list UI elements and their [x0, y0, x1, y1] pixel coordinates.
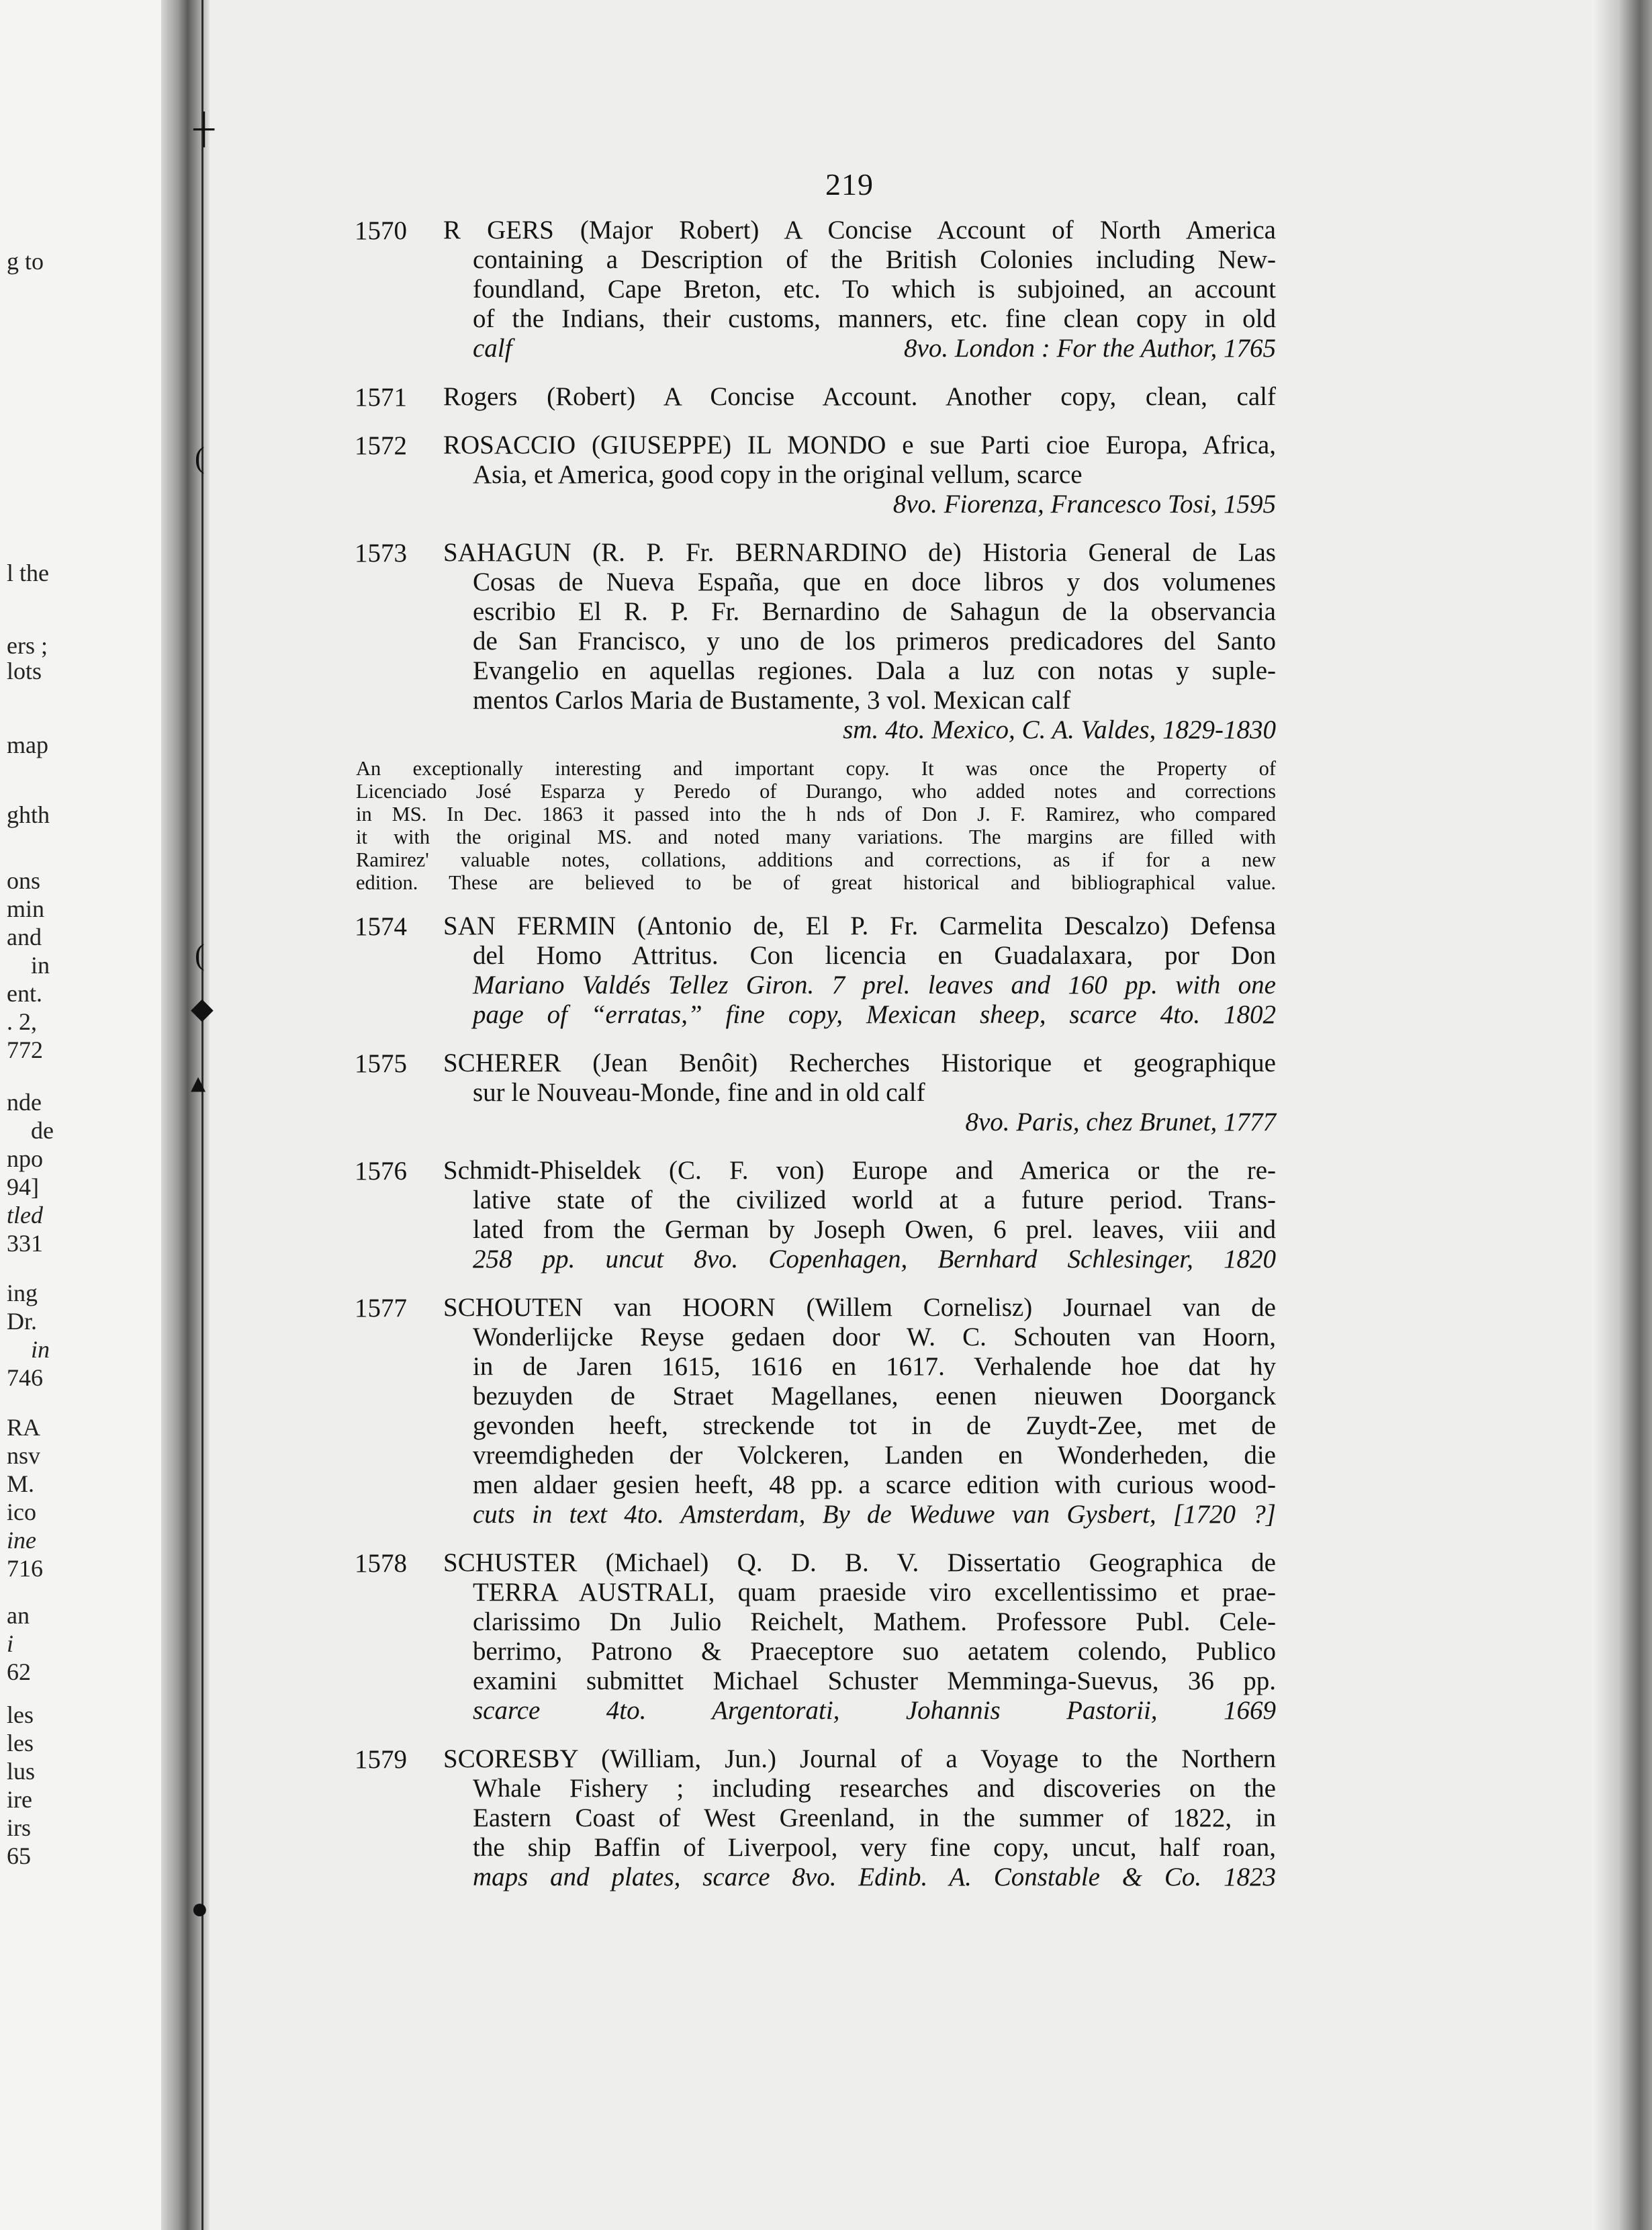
- catalogue-entry: [336, 1293, 1276, 1529]
- facing-page-fragment: . 2,: [7, 1008, 37, 1035]
- entry-line: vreemdigheden der Volckeren, Landen en Wonderheden, die: [473, 1441, 1276, 1470]
- note-line: it with the original MS. and noted many variations. The margins are filled with: [356, 826, 1276, 848]
- entry-text: [443, 911, 1276, 1030]
- facing-page-fragment: les: [7, 1701, 34, 1728]
- entry-number: 1570: [355, 216, 407, 245]
- entry-line: berrimo, Patrono & Praeceptore suo aetatem colendo, Publico: [473, 1637, 1276, 1666]
- facing-page-fragment: in: [31, 1336, 50, 1363]
- facing-page-fragment: 772: [7, 1036, 43, 1063]
- entry-imprint: 8vo. Paris, chez Brunet, 1777: [965, 1108, 1276, 1136]
- entry-line: containing a Description of the British Colonies including New-: [473, 245, 1276, 274]
- facing-page-fragment: irs: [7, 1814, 31, 1841]
- facing-page-fragment: de: [31, 1117, 54, 1144]
- catalogue-entry: [336, 911, 1276, 1030]
- facing-page-fragment: nde: [7, 1089, 42, 1116]
- entry-imprint: 8vo. Fiorenza, Francesco Tosi, 1595: [892, 490, 1276, 519]
- entry-line: de San Francisco, y uno de los primeros predicadores del Santo: [473, 627, 1276, 656]
- entry-text: [443, 382, 1276, 412]
- facing-page-fragment: lots: [7, 658, 42, 684]
- entry-line: examini submittet Michael Schuster Memminga-Suevus, 36 pp.: [473, 1666, 1276, 1695]
- facing-page-fragment: npo: [7, 1145, 43, 1172]
- catalogue-entry: [336, 1049, 1276, 1137]
- entry-line: ROSACCIO (GIUSEPPE) IL MONDO e sue Parti cioe Europa, Africa,: [443, 431, 1276, 459]
- catalogue-entry: [336, 382, 1276, 412]
- page-number: 219: [825, 167, 874, 202]
- note-line: An exceptionally interesting and important copy. It was once the Property of: [356, 757, 1276, 780]
- entry-number: 1574: [355, 912, 407, 941]
- facing-page-fragment: g to: [7, 248, 44, 275]
- facing-page-fragment: and: [7, 924, 42, 950]
- facing-page-fragment: lus: [7, 1758, 36, 1785]
- facing-page-fragment: ent.: [7, 980, 42, 1007]
- facing-page-fragment: nsv: [7, 1442, 41, 1469]
- note-line: edition. These are believed to be of great historical and bibliographical value.: [356, 871, 1276, 894]
- binding-thread-mark: (: [195, 441, 205, 474]
- binding-thread-mark: ┼: [193, 112, 215, 145]
- entry-line: Eastern Coast of West Greenland, in the summer of 1822, in: [473, 1803, 1276, 1832]
- binding-thread-mark: ●: [191, 1892, 209, 1925]
- catalogue-entry: [336, 216, 1276, 363]
- entry-line: gevonden heeft, streckende tot in de Zuydt-Zee, met de: [473, 1411, 1276, 1440]
- note-line: Licenciado José Esparza y Peredo of Durango, who added notes and corrections: [356, 780, 1276, 803]
- catalogue-page: [336, 167, 1276, 1911]
- facing-page-fragment: 65: [7, 1842, 31, 1869]
- entry-text: [443, 1744, 1276, 1892]
- note-line: Ramirez' valuable notes, collations, additions and corrections, as if for a new: [356, 848, 1276, 871]
- entry-line: Whale Fishery ; including researches and discoveries on the: [473, 1774, 1276, 1803]
- facing-page-fragment: ers ;: [7, 632, 48, 659]
- entry-line: calf: [473, 334, 512, 363]
- entry-line: in de Jaren 1615, 1616 en 1617. Verhalende hoe dat hy: [473, 1352, 1276, 1381]
- entry-number: 1575: [355, 1049, 407, 1078]
- note-line: in MS. In Dec. 1863 it passed into the h nds of Don J. F. Ramirez, who compared: [356, 803, 1276, 826]
- entry-text: [443, 538, 1276, 745]
- facing-page-fragment: les: [7, 1730, 34, 1756]
- facing-page-fragment: ons: [7, 867, 41, 894]
- entry-number: 1576: [355, 1157, 407, 1186]
- entry-line: lative state of the civilized world at a future period. Trans-: [473, 1186, 1276, 1214]
- entry-text: [443, 216, 1276, 363]
- entry-line: SAHAGUN (R. P. Fr. BERNARDINO de) Historia General de Las: [443, 538, 1276, 567]
- entry-line: the ship Baffin of Liverpool, very fine copy, uncut, half roan,: [473, 1833, 1276, 1862]
- binding-thread-mark: ◆: [191, 992, 214, 1025]
- entry-line: R GERS (Major Robert) A Concise Account of North America: [443, 216, 1276, 244]
- entry-imprint: 8vo. London : For the Author, 1765: [904, 334, 1276, 363]
- binding-thread-mark: ▴: [191, 1066, 206, 1099]
- entry-line: SCORESBY (William, Jun.) Journal of a Voyage to the Northern: [443, 1744, 1276, 1773]
- entry-line: SCHOUTEN van HOORN (Willem Cornelisz) Journael van de: [443, 1293, 1276, 1322]
- entry-imprint: sm. 4to. Mexico, C. A. Valdes, 1829-1830: [843, 715, 1276, 744]
- entry-line: scarce 4to. Argentorati, Johannis Pastorii, 1669: [473, 1696, 1276, 1725]
- entry-line: SCHERER (Jean Benôit) Recherches Historique et geographique: [443, 1049, 1276, 1077]
- facing-page-fragment: ire: [7, 1786, 32, 1813]
- entry-text: [443, 1548, 1276, 1726]
- entry-number: 1573: [355, 539, 407, 568]
- facing-page-fragment: M.: [7, 1470, 35, 1497]
- entry-line: cuts in text 4to. Amsterdam, By de Weduwe van Gysbert, [1720 ?]: [473, 1500, 1276, 1529]
- catalogue-entry: [336, 538, 1276, 745]
- entry-line: of the Indians, their customs, manners, etc. fine clean copy in old: [473, 304, 1276, 333]
- catalogue-entry: [336, 1548, 1276, 1726]
- entry-line: Evangelio en aquellas regiones. Dala a luz con notas y suple-: [473, 656, 1276, 685]
- entry-line: maps and plates, scarce 8vo. Edinb. A. Constable & Co. 1823: [473, 1863, 1276, 1891]
- entry-line: 258 pp. uncut 8vo. Copenhagen, Bernhard Schlesinger, 1820: [473, 1245, 1276, 1274]
- entry-line: TERRA AUSTRALI, quam praeside viro excellentissimo et prae-: [473, 1578, 1276, 1607]
- entry-line: clarissimo Dn Julio Reichelt, Mathem. Professore Publ. Cele-: [473, 1607, 1276, 1636]
- catalogue-entry: [336, 431, 1276, 519]
- entry-line: Cosas de Nueva España, que en doce libros y dos volumenes: [473, 568, 1276, 596]
- facing-page-fragment: 746: [7, 1364, 43, 1391]
- entry-number: 1572: [355, 431, 407, 460]
- entry-line: Mariano Valdés Tellez Giron. 7 prel. leaves and 160 pp. with one: [473, 971, 1276, 999]
- facing-page-fragment: 62: [7, 1658, 31, 1685]
- entry-line: SAN FERMIN (Antonio de, El P. Fr. Carmelita Descalzo) Defensa: [443, 911, 1276, 940]
- facing-page-fragment: i: [7, 1630, 14, 1657]
- entry-text: [443, 431, 1276, 519]
- entry-line: Wonderlijcke Reyse gedaen door W. C. Schouten van Hoorn,: [473, 1323, 1276, 1351]
- entry-number: 1577: [355, 1294, 407, 1323]
- entry-line: bezuyden de Straet Magellanes, eenen nieuwen Doorganck: [473, 1382, 1276, 1411]
- catalogue-entry: [336, 1744, 1276, 1892]
- entry-line: mentos Carlos Maria de Bustamente, 3 vol. Mexican calf: [473, 686, 1071, 715]
- facing-page-fragment: RA: [7, 1414, 41, 1441]
- entry-number: 1571: [355, 383, 407, 412]
- entry-line: foundland, Cape Breton, etc. To which is subjoined, an account: [473, 275, 1276, 304]
- facing-page-fragment: 331: [7, 1230, 43, 1257]
- entry-note: [356, 757, 1276, 894]
- entry-line: page of “erratas,” fine copy, Mexican sheep, scarce 4to. 1802: [473, 1000, 1276, 1029]
- entry-number: 1579: [355, 1745, 407, 1774]
- entry-text: [443, 1156, 1276, 1274]
- facing-page-fragment: 94]: [7, 1173, 39, 1200]
- facing-page-fragment: in: [31, 952, 50, 979]
- facing-page-fragment: min: [7, 895, 45, 922]
- facing-page-fragment: tled: [7, 1202, 43, 1229]
- facing-page-fragment: map: [7, 731, 48, 758]
- entry-line: lated from the German by Joseph Owen, 6 prel. leaves, viii and: [473, 1215, 1276, 1244]
- entry-line: Rogers (Robert) A Concise Account. Another copy, clean, calf: [443, 382, 1276, 411]
- facing-page-fragment: ing: [7, 1280, 38, 1306]
- facing-page-fragment: l the: [7, 560, 49, 586]
- entry-text: [443, 1049, 1276, 1137]
- entry-line: SCHUSTER (Michael) Q. D. B. V. Dissertatio Geographica de: [443, 1548, 1276, 1577]
- entry-line: sur le Nouveau-Monde, fine and in old calf: [473, 1078, 925, 1107]
- facing-page-fragment: ghth: [7, 801, 50, 828]
- facing-page-fragment: 716: [7, 1555, 43, 1582]
- facing-page: [0, 0, 161, 2230]
- page-edge-shadow: [1592, 0, 1652, 2230]
- entry-line: Schmidt-Phiseldek (C. F. von) Europe and America or the re-: [443, 1156, 1276, 1185]
- facing-page-fragment: an: [7, 1602, 30, 1629]
- entry-line: del Homo Attritus. Con licencia en Guadalaxara, por Don: [473, 941, 1276, 970]
- entry-text: [443, 1293, 1276, 1529]
- binding-thread-mark: (: [195, 938, 205, 971]
- facing-page-fragment: Dr.: [7, 1308, 37, 1335]
- entry-line: escribio El R. P. Fr. Bernardino de Sahagun de la observancia: [473, 597, 1276, 626]
- facing-page-fragment: ine: [7, 1527, 36, 1554]
- entry-line: Asia, et America, good copy in the original vellum, scarce: [473, 460, 1083, 489]
- entry-line: men aldaer gesien heeft, 48 pp. a scarce edition with curious wood-: [473, 1470, 1276, 1499]
- facing-page-fragment: ico: [7, 1499, 36, 1525]
- catalogue-entry: [336, 1156, 1276, 1274]
- entry-number: 1578: [355, 1549, 407, 1578]
